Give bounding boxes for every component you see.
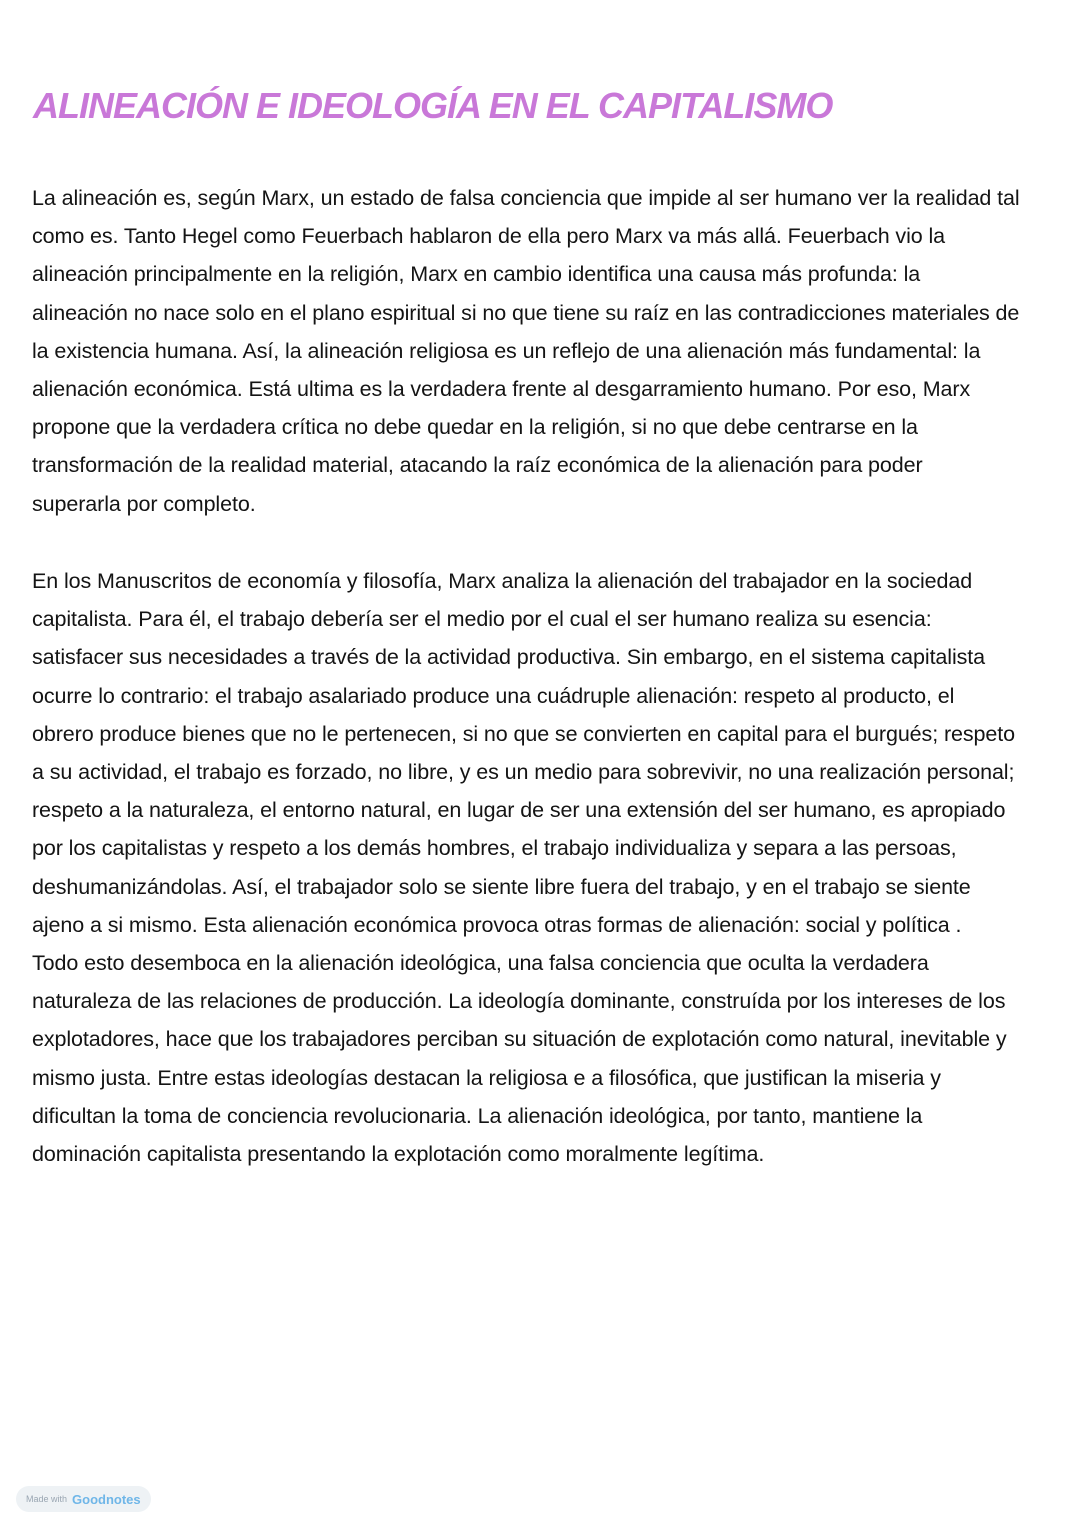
text-line: mismo justa. Entre estas ideologías destacan la religiosa e a filosófica, que justifican la miseria y xyxy=(32,1065,941,1090)
text-line: alineación principalmente en la religión, Marx en cambio identifica una causa más profunda: la xyxy=(32,262,921,287)
text-line: propone que la verdadera crítica no debe quedar en la religión, si no que debe centrarse en la xyxy=(32,415,918,440)
text-line: Todo esto desemboca en la alienación ideológica, una falsa conciencia que oculta la verdadera xyxy=(32,951,929,976)
text-line: a su actividad, el trabajo es forzado, no libre, y es un medio para sobrevivir, no una realización personal; xyxy=(32,760,1015,785)
paragraph-1 xyxy=(32,179,1020,523)
text-line: como es. Tanto Hegel como Feuerbach hablaron de ella pero Marx va más allá. Feuerbach vio la xyxy=(32,224,946,249)
text-line: superarla por completo. xyxy=(32,491,256,516)
paragraph-2 xyxy=(32,562,1015,1173)
text-line: respeto a la naturaleza, el entorno natural, en lugar de ser una extensión del ser humano, es apropiado xyxy=(32,798,1006,823)
page-title: ALINEACIÓN E IDEOLOGÍA EN EL CAPITALISMO xyxy=(33,85,833,126)
text-line: obrero produce bienes que no le pertenecen, si no que se convierten en capital para el burgués; respeto xyxy=(32,721,1015,746)
text-line: capitalista. Para él, el trabajo debería ser el medio por el cual el ser humano realiza su esencia: xyxy=(32,607,932,632)
text-line: ocurre lo contrario: el trabajo asalariado produce una cuádruple alienación: respeto al producto, el xyxy=(32,683,955,708)
watermark-prefix: Made with xyxy=(26,1494,68,1504)
text-line: dificultan la toma de conciencia revolucionaria. La alienación ideológica, por tanto, mantiene la xyxy=(32,1103,923,1128)
text-line: En los Manuscritos de economía y filosofía, Marx analiza la alienación del trabajador en la sociedad xyxy=(32,569,973,593)
text-line: satisfacer sus necesidades a través de la actividad productiva. Sin embargo, en el sistema capitalista xyxy=(32,645,986,670)
goodnotes-watermark xyxy=(16,1486,151,1512)
watermark-brand: Goodnotes xyxy=(72,1491,141,1507)
text-line: dominación capitalista presentando la explotación como moralmente legítima. xyxy=(32,1142,765,1167)
text-line: por los capitalistas y respeto a los demás hombres, el trabajo individualiza y separa a las persoas, xyxy=(32,836,957,861)
text-line: deshumanizándolas. Así, el trabajador solo se siente libre fuera del trabajo, y en el trabajo se siente xyxy=(32,874,971,899)
text-line: alienación económica. Está ultima es la verdadera frente al desgarramiento humano. Por eso, Marx xyxy=(32,377,971,402)
text-line: la existencia humana. Así, la alineación religiosa es un reflejo de una alienación más fundamental: la xyxy=(32,338,981,363)
text-line: La alineación es, según Marx, un estado de falsa conciencia que impide al ser humano ver la realidad tal xyxy=(32,186,1020,210)
text-line: explotadores, hace que los trabajadores perciban su situación de explotación como natural, inevitable y xyxy=(32,1027,1007,1052)
text-line: ajeno a si mismo. Esta alienación económica provoca otras formas de alienación: social y política . xyxy=(32,912,962,937)
text-line: naturaleza de las relaciones de producción. La ideología dominante, construída por los intereses de los xyxy=(32,989,1006,1014)
text-line: alineación no nace solo en el plano espiritual si no que tiene su raíz en las contradicciones materiales de xyxy=(32,300,1020,325)
text-line: transformación de la realidad material, atacando la raíz económica de la alienación para poder xyxy=(32,453,923,478)
